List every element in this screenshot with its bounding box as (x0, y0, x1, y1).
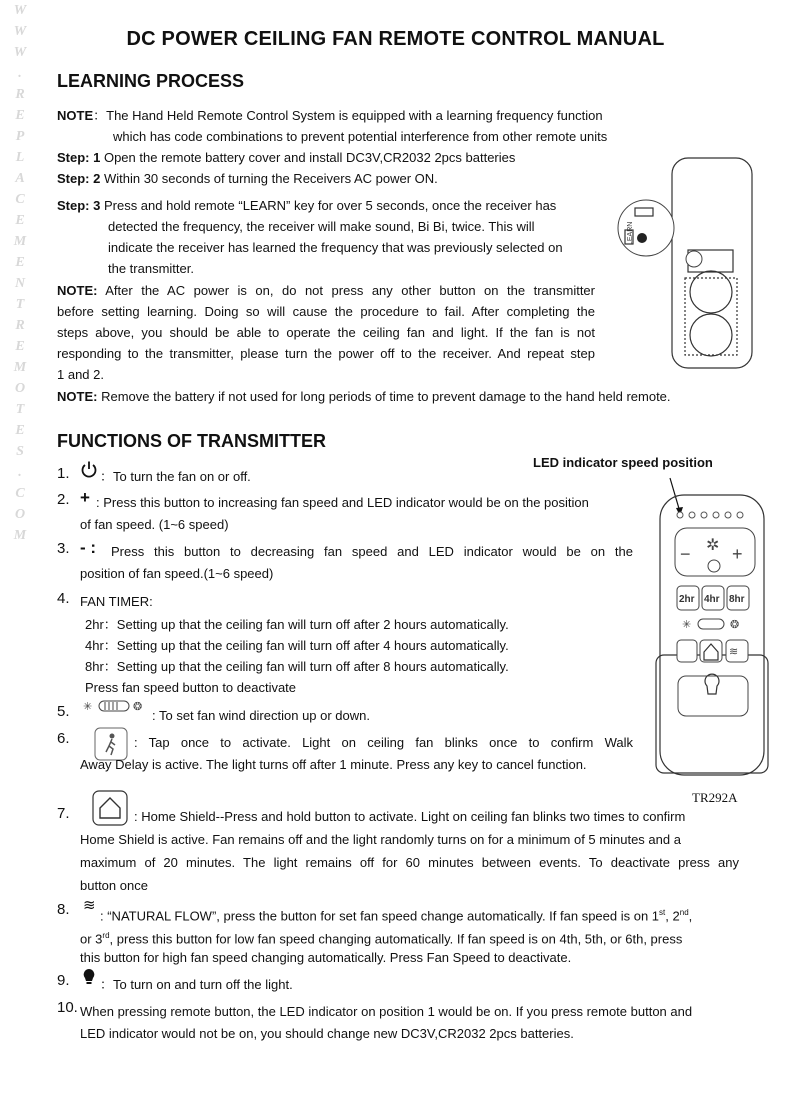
watermark-letter: R (15, 87, 25, 102)
item4-line2: 4hr：Setting up that the ceiling fan will turn off after 4 hours automatically. (85, 638, 509, 653)
item1-number: 1. (57, 465, 70, 482)
step3-line2: detected the frequency, the receiver will make sound, Bi Bi, twice. This will (108, 219, 535, 234)
note3 (57, 386, 671, 407)
item4-line4: Press fan speed button to deactivate (85, 680, 297, 695)
remote-fan-glyph: ✲ (706, 537, 720, 554)
natural-flow-icon: ≋ (83, 897, 96, 914)
remote-plus-label: + (732, 544, 743, 564)
note1-line2: which has code combinations to prevent potential interference from other remote units (113, 129, 608, 144)
item7-line2: Home Shield is active. Fan remains off and the light randomly turns on for a minimum of 5 minutes and a (80, 832, 681, 847)
watermark-letter: . (18, 66, 22, 81)
step2 (57, 168, 438, 189)
item4-title: FAN TIMER: (80, 594, 153, 609)
item1-text: ：To turn the fan on or off. (100, 469, 251, 484)
watermark-letter: L (15, 150, 25, 165)
item8-text-e: , press this button for low fan speed changing automatically. If fan speed is on 4th, 5th, or 6th, press (109, 931, 683, 947)
model-number: TR292A (692, 790, 738, 805)
remote-8hr-label: 8hr (729, 594, 745, 605)
item7-line3: maximum of 20 minutes. The light remains off for 60 minutes between events. To deactivate press any (80, 855, 739, 870)
item9-text: ：To turn on and turn off the light. (100, 977, 293, 992)
item7-number: 7. (57, 805, 70, 822)
watermark-letter: T (15, 402, 25, 417)
item3-line1: Press this button to decreasing fan speed and LED indicator would be on the (111, 544, 633, 559)
step2-label: Step: 2 (57, 171, 101, 186)
watermark-letter: M (13, 528, 27, 543)
page-title: DC POWER CEILING FAN REMOTE CONTROL MANUAL (126, 28, 665, 50)
note2-label: NOTE: (57, 283, 98, 298)
remote-minus-label: − (680, 544, 691, 564)
watermark-letter: W (13, 45, 27, 60)
item8-sup3: rd (102, 931, 110, 940)
watermark-letter: . (18, 465, 22, 480)
step3-line3: indicate the receiver has learned the frequency that was previously selected on (108, 240, 563, 255)
item6-line2: Away Delay is active. The light turns off after 1 minute. Press any key to cancel function. (80, 757, 587, 772)
remote-4hr-label: 4hr (704, 594, 720, 605)
item3-number: 3. (57, 540, 70, 557)
item8-text-d: or 3 (80, 931, 103, 947)
note2-line3: steps above, you should be able to operate the ceiling fan and light. If the fan is not (57, 325, 595, 340)
item2-number: 2. (57, 491, 70, 508)
step3-line1 (57, 195, 556, 216)
note3-text: Remove the battery if not used for long periods of time to prevent damage to the hand held remote. (101, 389, 671, 404)
item7-line4: button once (80, 878, 148, 893)
item2-line1: : Press this button to increasing fan speed and LED indicator would be on the position (96, 495, 589, 510)
item4-line3: 8hr：Setting up that the ceiling fan will turn off after 8 hours automatically. (85, 659, 509, 674)
watermark-letter: A (15, 171, 25, 186)
watermark-letter: O (14, 381, 26, 396)
watermark-letter: O (14, 507, 26, 522)
item10-line1: When pressing remote button, the LED indicator on position 1 would be on. If you press remote button and (80, 1004, 693, 1019)
watermark-letter: E (15, 423, 25, 438)
svg-text:❂: ❂ (133, 701, 143, 713)
item7-line1: : Home Shield--Press and hold button to activate. Light on ceiling fan blinks two times to confirm (134, 809, 686, 824)
minus-symbol: - : (80, 538, 97, 557)
note2-line5: 1 and 2. (57, 367, 104, 382)
item8-text-a: : “NATURAL FLOW”, press the button for set fan speed change automatically. If fan speed is on 1 (100, 908, 660, 924)
item8-text-c: , (688, 908, 693, 924)
remote-2hr-label: 2hr (679, 594, 695, 605)
watermark-letter: T (15, 297, 25, 312)
step3-label: Step: 3 (57, 198, 101, 213)
learning-heading: LEARNING PROCESS (57, 71, 245, 91)
watermark-letter: E (15, 255, 25, 270)
remote-back-illustration (600, 150, 780, 380)
note2-line2: before setting learning. Doing so will cause the procedure to fail. After completing the (57, 304, 595, 319)
watermark (10, 0, 30, 546)
note1-text1: The Hand Held Remote Control System is equipped with a learning frequency function (106, 108, 603, 123)
led-indicator-label: LED indicator speed position (533, 455, 713, 470)
note1-sep: ： (93, 108, 107, 123)
watermark-letter: S (16, 444, 24, 459)
watermark-letter: R (15, 318, 25, 333)
step3-line4: the transmitter. (108, 261, 194, 276)
note3-label: NOTE: (57, 389, 98, 404)
item6-number: 6. (57, 730, 70, 747)
plus-symbol: + (80, 488, 90, 507)
item2-line2: of fan speed. (1~6 speed) (80, 517, 229, 532)
item8-line2 (80, 925, 682, 949)
item9-number: 9. (57, 972, 70, 989)
item10-line2: LED indicator would not be on, you should change new DC3V,CR2032 2pcs batteries. (80, 1026, 574, 1041)
watermark-letter: W (13, 3, 27, 18)
remote-front-illustration (640, 470, 780, 785)
note2-text1: After the AC power is on, do not press any other button on the transmitter (105, 283, 595, 298)
item8-sup2: nd (679, 908, 689, 917)
item8-number: 8. (57, 901, 70, 918)
note2-line4: responding to the transmitter, please turn the power off to the receiver. And repeat step (57, 346, 595, 361)
item8-line3: this button for high fan speed changing automatically. Press Fan Speed to deactivate. (80, 950, 572, 965)
note1-label: NOTE (57, 108, 94, 123)
watermark-letter: P (15, 129, 25, 144)
watermark-letter: C (15, 486, 25, 501)
item8-line1 (100, 902, 692, 926)
item3-line2: position of fan speed.(1~6 speed) (80, 566, 274, 581)
svg-text:≋: ≋ (729, 646, 739, 658)
step1 (57, 147, 515, 168)
item8-text-b: , 2 (665, 908, 680, 924)
home-shield-icon (92, 790, 128, 826)
item6-line1: : Tap once to activate. Light on ceiling fan blinks once to confirm Walk (134, 735, 633, 750)
svg-text:❂: ❂ (730, 619, 740, 631)
svg-text:✳: ✳ (682, 619, 692, 631)
watermark-letter: E (15, 339, 25, 354)
watermark-letter: W (13, 24, 27, 39)
item8-sup1: st (659, 908, 666, 917)
item4-line1: 2hr：Setting up that the ceiling fan will turn off after 2 hours automatically. (85, 617, 509, 632)
watermark-letter: C (15, 192, 25, 207)
item5-number: 5. (57, 703, 70, 720)
watermark-letter: N (14, 276, 26, 291)
step3-text1: Press and hold remote “LEARN” key for over 5 seconds, once the receiver has (103, 198, 557, 213)
power-icon (80, 460, 98, 478)
step1-label: Step: 1 (57, 150, 101, 165)
light-bulb-icon (82, 968, 96, 986)
learn-key-label: LEARN (627, 221, 634, 245)
item10-number: 10. (57, 999, 78, 1016)
note2-line1 (57, 280, 595, 301)
item4-number: 4. (57, 590, 70, 607)
step2-text: Within 30 seconds of turning the Receivers AC power ON. (103, 171, 438, 186)
direction-switch-icon (83, 698, 149, 714)
item5-text: : To set fan wind direction up or down. (152, 708, 370, 723)
watermark-letter: E (15, 213, 25, 228)
svg-text:✳: ✳ (83, 701, 93, 713)
note1-line1 (57, 105, 603, 126)
watermark-letter: M (13, 360, 27, 375)
watermark-letter: E (15, 108, 25, 123)
step1-text: Open the remote battery cover and install DC3V,CR2032 2pcs batteries (103, 150, 516, 165)
watermark-letter: M (13, 234, 27, 249)
functions-heading: FUNCTIONS OF TRANSMITTER (57, 431, 326, 451)
